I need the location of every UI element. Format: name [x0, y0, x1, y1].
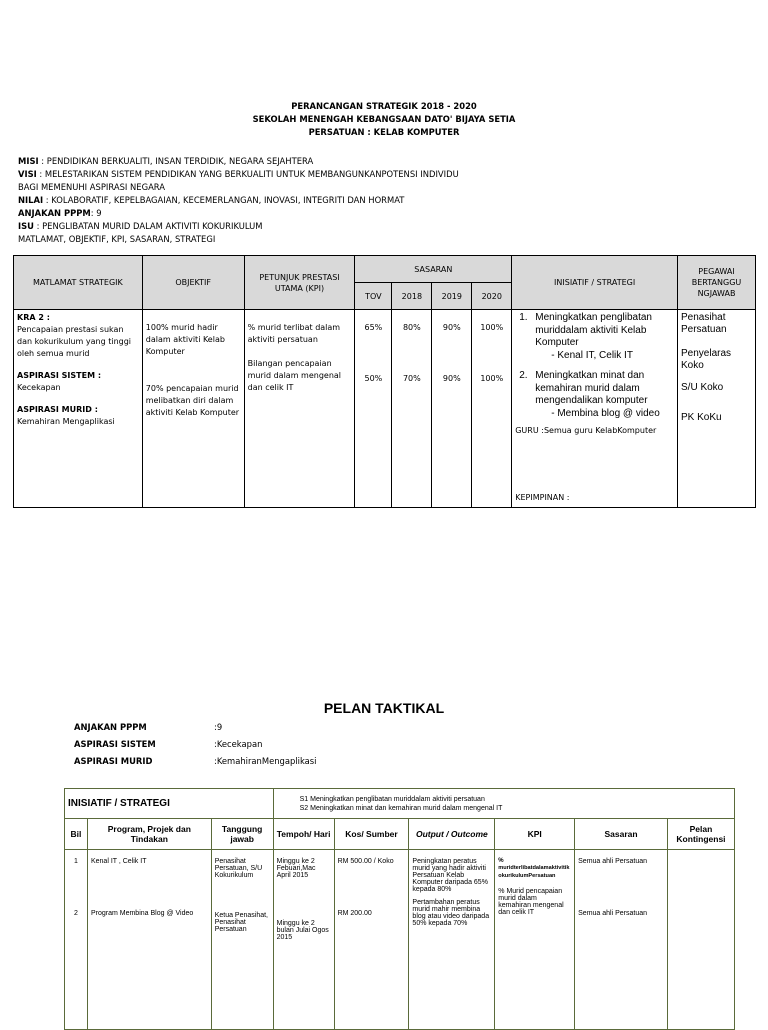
pelan-anjakan-value: :9 [214, 722, 223, 732]
pelan-info-values [214, 719, 317, 770]
tak-row-1-sasaran: Semua ahli Persatuan [578, 858, 648, 865]
matlamat-line: MATLAMAT, OBJEKTIF, KPI, SASARAN, STRATEGI [18, 234, 216, 244]
header-title: PERANCANGAN STRATEGIK 2018 - 2020 [291, 101, 477, 111]
tak-sasaran-cell [575, 850, 668, 1030]
pelan-sistem-label: ASPIRASI SISTEM [74, 739, 156, 749]
objektif-2: 70% pencapaian murid melibatkan diri dalam aktiviti Kelab Komputer [145, 384, 240, 417]
pelan-sistem-value: :Kecekapan [214, 739, 263, 749]
visi-value: : MELESTARIKAN SISTEM PENDIDIKAN YANG BERKUALITI UNTUK MEMBANGUNKANPOTENSI INDIVIDU [39, 169, 459, 179]
y2019-cell [432, 310, 472, 508]
pegawai-3: S/U Koko [681, 382, 724, 393]
tov-cell [355, 310, 392, 508]
tak-row-2-tempoh: Minggu ke 2 bulan Julai Ogos 2015 [276, 920, 329, 941]
kpi-1: % murid terlibat dalam aktiviti persatuan [247, 323, 341, 344]
tak-row-1-kos: RM 500.00 / Koko [337, 858, 394, 865]
tak-tempoh-cell [273, 850, 334, 1030]
anjakan-label: ANJAKAN PPPM [18, 208, 91, 218]
nilai-line [18, 194, 758, 207]
tak-row-2-kos: RM 200.00 [337, 910, 372, 917]
pelan-info-labels [74, 719, 156, 770]
visi-label: VISI [18, 169, 37, 179]
tak-col-sasaran: Sasaran [575, 819, 668, 850]
tak-s2: S2 Meningkatkan minat dan kemahiran murid dalam mengenal IT [299, 804, 503, 812]
aspirasi-murid-value: Kemahiran Mengaplikasi [17, 417, 115, 426]
tak-row-1-program: Kenal IT , Celik IT [90, 858, 147, 865]
y2018-2: 70% [402, 374, 421, 383]
kepimpinan-line: KEPIMPINAN : [515, 493, 570, 502]
y2018-cell [392, 310, 432, 508]
tak-row-2-program: Program Membina Blog @ Video [90, 910, 194, 917]
y2020-1: 100% [480, 323, 504, 332]
inisiatif-list [515, 312, 674, 420]
misi-value: : PENDIDIKAN BERKUALITI, INSAN TERDIDIK, NEGARA SEJAHTERA [41, 156, 314, 166]
visi-line-2: BAGI MEMENUHI ASPIRASI NEGARA [18, 182, 166, 192]
y2020-2: 100% [480, 374, 504, 383]
tak-col-tanggung: Tanggung jawab [211, 819, 273, 850]
y2019-1: 90% [442, 323, 461, 332]
tak-col-tempoh: Tempoh/ Hari [273, 819, 334, 850]
tak-row-1-kpi-pct: % [498, 858, 504, 864]
tak-row-1-tanggung: Penasihat Persatuan, S/U Kokurikulum [214, 858, 263, 879]
y2020-cell [472, 310, 512, 508]
col-2019: 2019 [432, 283, 472, 310]
tak-col-kos: Kos/ Sumber [334, 819, 409, 850]
col-pegawai: PEGAWAI BERTANGGU NGJAWAB [678, 256, 756, 310]
isu-line [18, 220, 758, 233]
isu-value: : PENGLIBATAN MURID DALAM AKTIVITI KOKURIKULUM [36, 221, 263, 231]
misi-label: MISI [18, 156, 39, 166]
col-2018: 2018 [392, 283, 432, 310]
pegawai-2: Penyelaras Koko [681, 348, 732, 371]
col-matlamat: MATLAMAT STRATEGIK [14, 256, 143, 310]
tak-output-cell [409, 850, 495, 1030]
tak-row-2-tanggung: Ketua Penasihat, Penasihat Persatuan [214, 912, 269, 933]
tak-inisiatif-label: INISIATIF / STRATEGI [65, 789, 274, 819]
tak-col-output: Output / Outcome [409, 819, 495, 850]
anjakan-value: : 9 [90, 208, 102, 218]
tak-program-cell [87, 850, 211, 1030]
misi-line [18, 155, 758, 168]
col-objektif: OBJEKTIF [142, 256, 244, 310]
tak-kpi-cell [495, 850, 575, 1030]
matlamat-cell [14, 310, 143, 508]
tak-row-2-output: Pertambahan peratus murid mahir membina blog atau video daripada 50% kepada 70% [412, 899, 490, 927]
inisiatif-item-2: 2. Meningkatkan minat dan kemahiran murid dalam mengendalikan komputer - Membina blog @ video [515, 370, 674, 420]
col-sasaran: SASARAN [355, 256, 512, 283]
inisiatif-cell [512, 310, 678, 508]
tov-1: 65% [364, 323, 383, 332]
strategic-table [13, 255, 756, 508]
anjakan-line [18, 207, 758, 220]
tak-row-1-bil: 1 [74, 858, 78, 865]
tak-col-kpi: KPI [495, 819, 575, 850]
info-block [18, 155, 758, 246]
tak-row-1-kpi: muridterlibatdalamaktivitikokurikulumPersatuan [498, 865, 570, 879]
pelan-anjakan-label: ANJAKAN PPPM [74, 722, 147, 732]
kpi-2: Bilangan pencapaian murid dalam mengenal dan celik IT [247, 359, 342, 392]
tak-row-1-tempoh: Minggu ke 2 Febuari,Mac April 2015 [276, 858, 316, 879]
col-2020: 2020 [472, 283, 512, 310]
objektif-1: 100% murid hadir dalam aktiviti Kelab Komputer [145, 323, 225, 356]
aspirasi-murid-label: ASPIRASI MURID : [17, 405, 98, 414]
pelan-murid-value: :KemahiranMengaplikasi [214, 756, 317, 766]
header-club: PERSATUAN : KELAB KOMPUTER [308, 127, 460, 137]
tak-row-2-bil: 2 [74, 910, 78, 917]
inisiatif-sub-1: - Kenal IT, Celik IT [551, 349, 633, 361]
header-school: SEKOLAH MENENGAH KEBANGSAAN DATO' BIJAYA SETIA [252, 114, 516, 124]
pegawai-cell [678, 310, 756, 508]
col-inisiatif: INISIATIF / STRATEGI [512, 256, 678, 310]
tak-row-2-kpi: % Murid pencapaian murid dalam kemahiran mengenal dan celik IT [498, 888, 564, 916]
isu-label: ISU [18, 221, 34, 231]
tak-row-1-output: Peningkatan peratus murid yang hadir aktiviti Persatuan Kelab Komputer daripada 65% kepada 80% [412, 858, 488, 893]
y2018-1: 80% [402, 323, 421, 332]
inisiatif-sub-2: - Membina blog @ video [551, 407, 660, 419]
tak-row-2-sasaran: Semua ahli Persatuan [578, 910, 648, 917]
tak-col-program: Program, Projek dan Tindakan [87, 819, 211, 850]
tak-kos-cell [334, 850, 409, 1030]
visi-line [18, 168, 758, 181]
tak-s1: S1 Meningkatkan penglibatan muriddalam aktiviti persatuan [299, 795, 485, 803]
pegawai-4: PK KoKu [681, 412, 722, 423]
tak-pelan-cell [667, 850, 734, 1030]
kra-text: Pencapaian prestasi sukan dan kokurikulum yang tinggi oleh semua murid [17, 325, 132, 358]
y2019-2: 90% [442, 374, 461, 383]
pelan-title: PELAN TAKTIKAL [323, 700, 445, 716]
tactical-table [64, 788, 735, 1030]
inisiatif-item-1: 1. Meningkatkan penglibatan muriddalam aktiviti Kelab Komputer - Kenal IT, Celik IT [515, 312, 674, 362]
tak-tanggung-cell [211, 850, 273, 1030]
tov-2: 50% [364, 374, 383, 383]
nilai-label: NILAI [18, 195, 44, 205]
guru-line: GURU :Semua guru KelabKomputer [515, 426, 657, 435]
kra-label: KRA 2 : [17, 313, 50, 322]
tak-strategies [273, 789, 734, 819]
aspirasi-sistem-value: Kecekapan [17, 383, 61, 392]
tak-col-pelan: Pelan Kontingensi [667, 819, 734, 850]
nilai-value: : KOLABORATIF, KEPELBAGAIAN, KECEMERLANGAN, INOVASI, INTEGRITI DAN HORMAT [45, 195, 405, 205]
pegawai-1: Penasihat Persatuan [681, 312, 727, 335]
col-tov: TOV [355, 283, 392, 310]
objektif-cell [142, 310, 244, 508]
aspirasi-sistem-label: ASPIRASI SISTEM : [17, 371, 102, 380]
kpi-cell [244, 310, 355, 508]
document-header [0, 100, 768, 139]
tak-bil-cell [65, 850, 88, 1030]
tak-col-bil: Bil [65, 819, 88, 850]
pelan-murid-label: ASPIRASI MURID [74, 756, 153, 766]
col-kpi: PETUNJUK PRESTASI UTAMA (KPI) [244, 256, 355, 310]
